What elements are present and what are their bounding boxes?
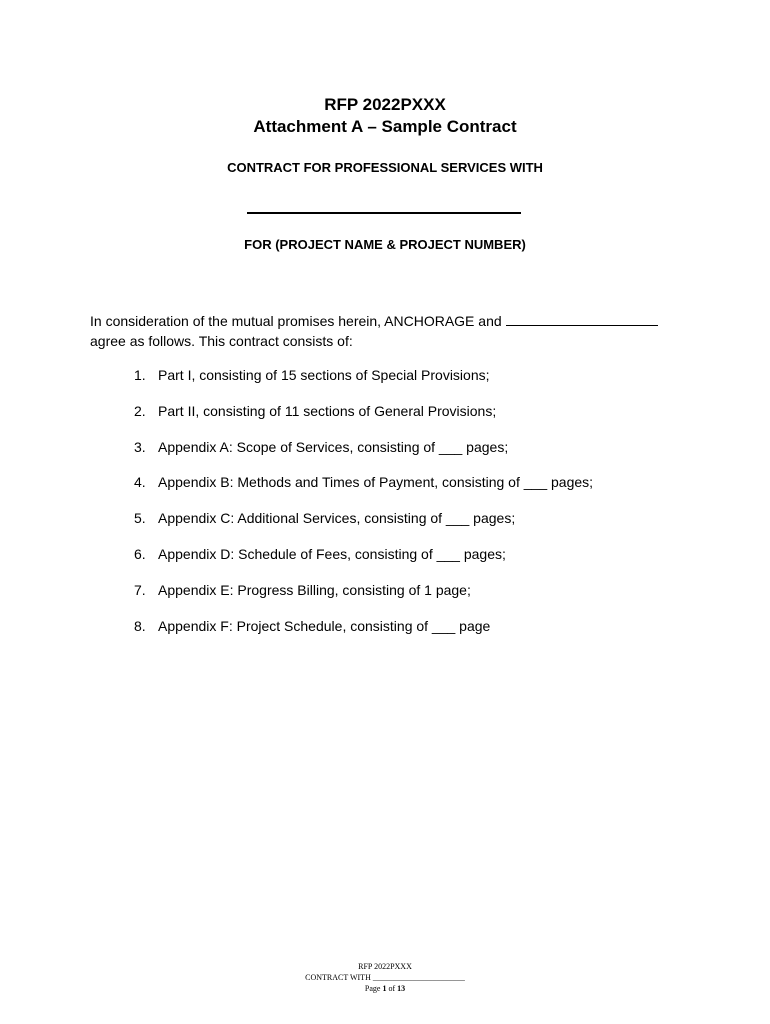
item-number: 1. xyxy=(134,367,146,383)
item-number: 8. xyxy=(134,617,146,634)
party-name-blank xyxy=(506,311,658,326)
footer-page-number xyxy=(0,983,770,994)
footer-page-current: 1 xyxy=(382,984,387,993)
intro-line-2: agree as follows. This contract consists of: xyxy=(90,333,353,349)
item-text: Appendix E: Progress Billing, consisting of 1 page; xyxy=(158,581,471,598)
contract-heading: CONTRACT FOR PROFESSIONAL SERVICES WITH xyxy=(227,160,543,175)
item-number: 3. xyxy=(134,438,146,455)
item-text: Part I, consisting of 15 sections of Special Provisions; xyxy=(158,367,490,383)
page-footer xyxy=(0,961,770,994)
footer-page-of: of xyxy=(386,984,398,993)
footer-rfp: RFP 2022PXXX xyxy=(358,962,412,971)
intro-paragraph xyxy=(90,311,690,351)
rfp-number-heading: RFP 2022PXXX xyxy=(324,95,446,114)
contract-components-list xyxy=(134,366,593,652)
contractor-name-blank xyxy=(247,212,521,214)
list-item xyxy=(134,581,593,617)
list-item xyxy=(134,617,593,653)
list-item xyxy=(134,473,593,509)
item-number: 5. xyxy=(134,510,146,527)
item-text: Appendix D: Schedule of Fees, consisting of ___ pages; xyxy=(158,545,506,562)
item-text: Appendix B: Methods and Times of Payment, consisting of ___ pages; xyxy=(158,474,594,491)
item-number: 6. xyxy=(134,545,146,562)
item-text: Appendix C: Additional Services, consisting of ___ pages; xyxy=(158,510,516,527)
list-item xyxy=(134,402,593,438)
intro-line-1-text: In consideration of the mutual promises herein, ANCHORAGE and xyxy=(90,313,502,329)
footer-page-total: 13 xyxy=(397,984,406,993)
intro-line-1 xyxy=(90,311,690,331)
item-text: Appendix F: Project Schedule, consisting of ___ page xyxy=(158,617,491,634)
list-item xyxy=(134,366,593,402)
item-number: 2. xyxy=(134,402,146,419)
footer-contract-with: CONTRACT WITH _______________________ xyxy=(305,973,465,982)
attachment-title: Attachment A – Sample Contract xyxy=(253,117,517,136)
item-number: 4. xyxy=(134,474,146,491)
item-text: Part II, consisting of 11 sections of General Provisions; xyxy=(158,402,497,419)
list-item xyxy=(134,545,593,581)
item-number: 7. xyxy=(134,581,146,598)
footer-page-prefix: Page xyxy=(364,984,383,993)
list-item xyxy=(134,509,593,545)
list-item xyxy=(134,438,593,474)
project-line: FOR (PROJECT NAME & PROJECT NUMBER) xyxy=(244,237,526,252)
item-text: Appendix A: Scope of Services, consisting of ___ pages; xyxy=(158,438,509,455)
